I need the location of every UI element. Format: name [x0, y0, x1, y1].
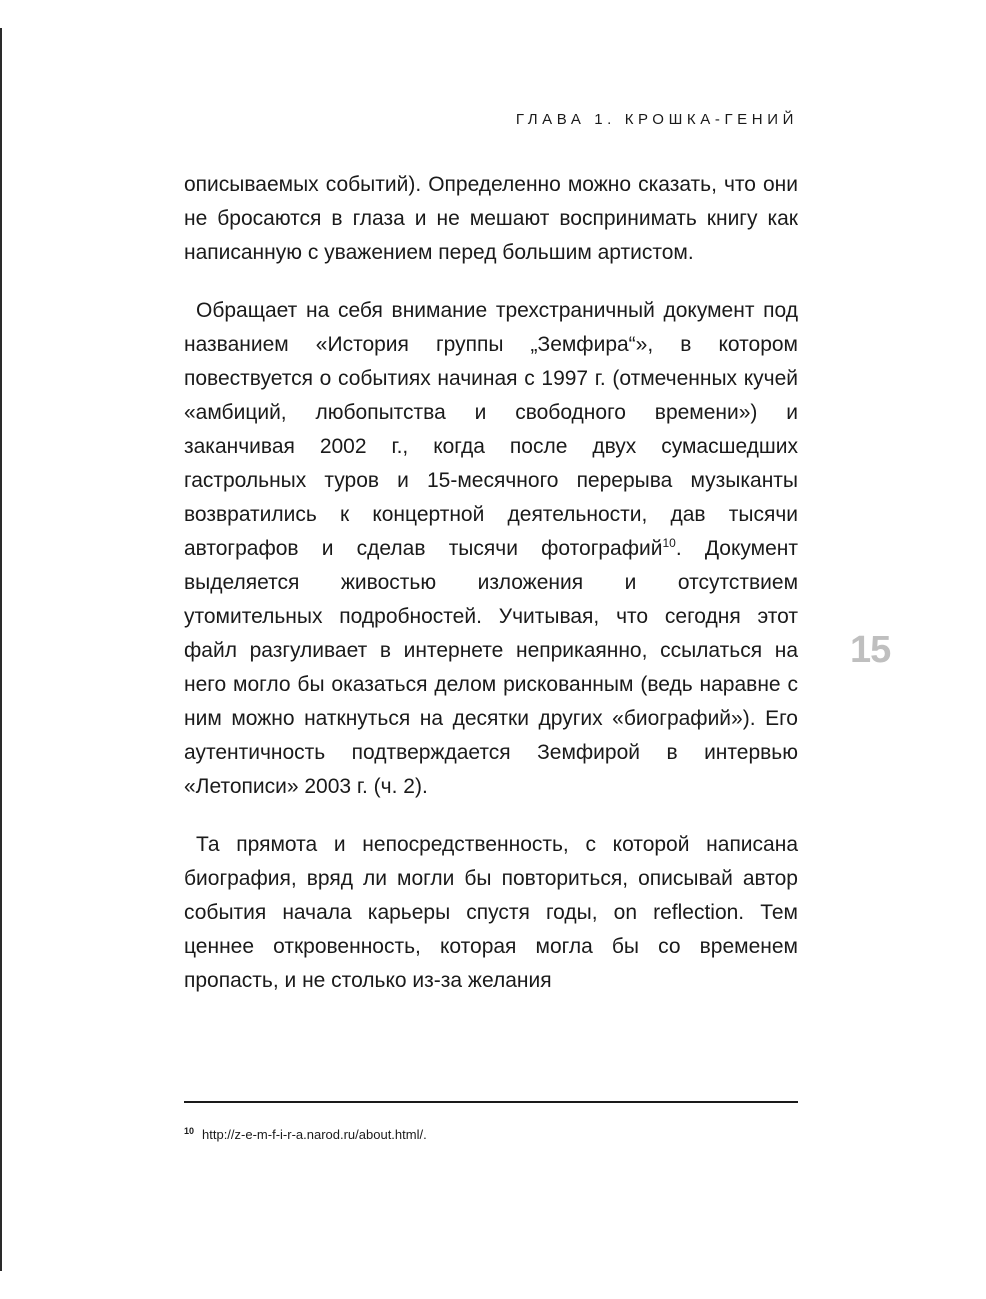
paragraph-2-text-after: . Документ выделяется живостью изложения и отсутствием утомительных подробностей. Учитывая, что сегодня этот файл разгуливает в интернете неприкаянно, ссылаться на него могло бы оказаться делом рискованным (ведь наравне с ним можно наткнуться на десятки других «биографий»). Его аутентичность подтверждается Земфирой в интервью «Летописи» 2003 г. (ч. 2).: [184, 537, 799, 798]
footnote-link[interactable]: http://z-e-m-f-i-r-a.narod.ru/about.html/.: [202, 1127, 427, 1142]
paragraph-2-text-before: Обращает на себя внимание трехстраничный документ под названием «История группы „Земфира“», в котором повествуется о событиях начиная с 1997 г. (отмеченных кучей «амбиций, любопытства и свободного времени») и заканчивая 2002 г., когда после двух сумасшедших гастрольных туров и 15-месячного перерыва музыканты возвратились к концертной деятельности, дав тысячи автографов и сделав тысячи фотографий: [184, 299, 798, 560]
page-edge-line: [0, 28, 2, 1271]
paragraph-1: [184, 168, 798, 270]
paragraph-3: [184, 828, 798, 998]
paragraph-1-text: описываемых событий). Определенно можно сказать, что они не бросаются в глаза и не мешают воспринимать книгу как написанную с уважением перед большим артистом.: [184, 173, 798, 264]
footnote-divider: [184, 1101, 798, 1103]
footnote-reference[interactable]: 10: [662, 536, 676, 550]
running-header: ГЛАВА 1. КРОШКА-ГЕНИЙ: [515, 111, 798, 128]
footnote-number: 10: [184, 1125, 195, 1136]
paragraph-2: [184, 294, 798, 804]
footnote: [184, 1126, 798, 1144]
body-text: [184, 168, 798, 1022]
paragraph-3-text: Та прямота и непосредственность, с которой написана биография, вряд ли могли бы повториться, описывай автор события начала карьеры спустя годы, on reflection. Тем ценнее откровенность, которая могла бы со временем пропасть, и не столько из-за желания: [184, 833, 798, 992]
page-number: 15: [850, 629, 891, 671]
